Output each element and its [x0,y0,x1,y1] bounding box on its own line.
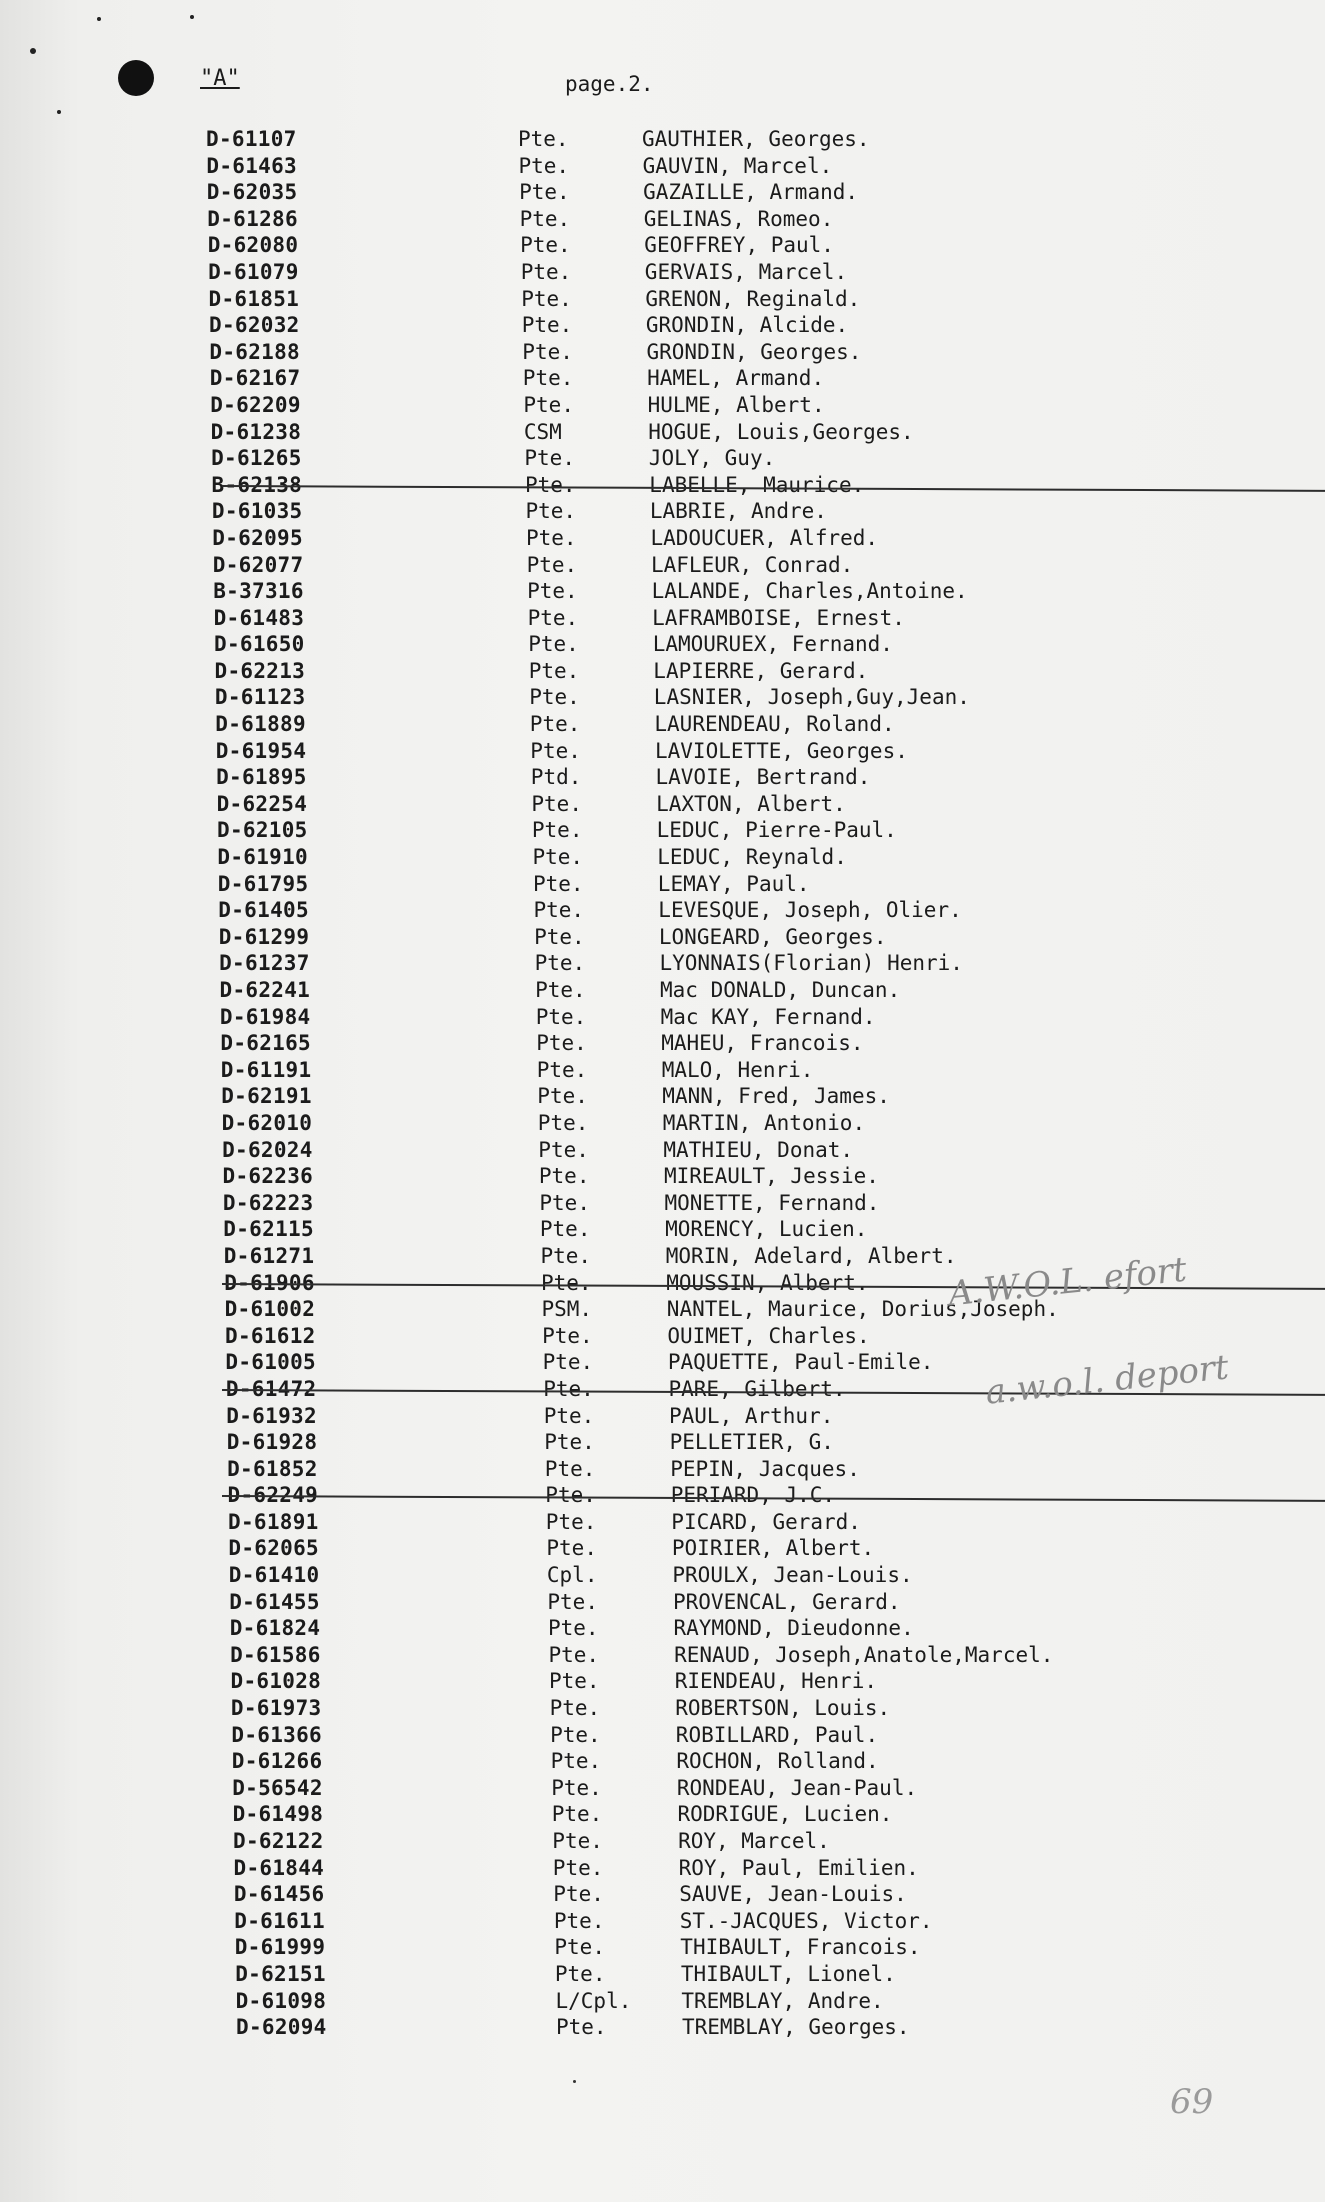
roster-row [0,365,1325,392]
rank: Pte. [529,685,580,710]
roster-row [0,1004,1325,1031]
service-number: D-61299 [218,924,310,949]
service-number: D-62167 [209,366,301,391]
roster-row [0,339,1325,366]
service-number: D-61455 [229,1589,320,1614]
service-number: D-62094 [236,2015,327,2040]
roster-row [0,1163,1325,1190]
rank: Pte. [538,1164,590,1189]
service-number: D-61498 [232,1802,324,1827]
service-number: D-62191 [221,1084,312,1109]
service-number: D-61410 [228,1563,320,1588]
handwritten-note: a.w.o.l. deport [983,1347,1231,1413]
soldier-name: LEVESQUE, Joseph, Olier. [658,898,962,923]
service-number: D-61483 [213,605,305,630]
rank: Pte. [527,579,578,604]
service-number: D-61028 [230,1669,322,1694]
service-number: D-61271 [223,1243,315,1268]
roster-row [0,1083,1325,1110]
roster-row [0,1030,1325,1057]
soldier-name: LAXTON, Albert. [656,791,846,816]
soldier-name: GRENON, Reginald. [645,286,861,311]
service-number: D-61932 [226,1403,317,1428]
soldier-name: PELLETIER, G. [669,1430,834,1455]
rank: Pte. [526,552,578,577]
soldier-name: ROY, Marcel. [678,1829,830,1853]
service-number: D-61405 [218,898,309,923]
roster-row [0,1456,1325,1483]
roster-row [0,179,1325,206]
rank: Pte. [550,1722,601,1747]
roster-row [0,897,1325,924]
service-number: D-62077 [212,552,304,577]
roster-row [0,1509,1325,1536]
service-number: D-61366 [231,1722,322,1747]
roster-row [0,2014,1325,2041]
soldier-name: LADOUCUER, Alfred. [650,525,879,550]
speck [57,110,61,114]
roster-row [0,552,1325,579]
soldier-name: ROBILLARD, Paul. [675,1722,879,1747]
rank: CSM [523,419,562,444]
roster-row [0,206,1325,233]
rank: Pte. [548,1642,600,1667]
roster-row [0,419,1325,446]
service-number: D-61107 [206,127,297,151]
rank: Pte. [536,1057,588,1082]
rank: Pte. [540,1243,592,1268]
soldier-name: LABRIE, Andre. [649,499,827,524]
service-number: D-61650 [214,632,305,657]
rank: Pte. [524,446,575,471]
soldier-name: MANN, Fred, James. [662,1084,890,1109]
roster-row [0,764,1325,791]
roster-row [0,1748,1325,1775]
service-number: D-62241 [219,978,311,1002]
service-number: D-61237 [219,951,310,976]
soldier-name: LAPIERRE, Gerard. [653,658,869,683]
roster-row [0,1190,1325,1217]
service-number: D-61612 [225,1323,316,1348]
soldier-name: GAUVIN, Marcel. [642,153,833,178]
roster-row [0,1828,1325,1855]
service-number: B-37316 [213,579,304,604]
rank: Pte. [542,1323,593,1348]
page-mark: 69 [1170,2082,1214,2122]
roster-row [0,684,1325,711]
soldier-name: THIBAULT, Francois. [680,1935,921,1960]
rank: Pte. [522,339,573,364]
service-number: D-61851 [208,286,300,311]
service-number: D-62115 [223,1217,314,1242]
service-number: D-61889 [215,712,306,737]
roster-row [0,232,1325,259]
roster-row [0,1881,1325,1908]
rank: Pte. [552,1829,603,1853]
rank: Pte. [551,1775,602,1800]
soldier-name: LAVOIE, Bertrand. [655,765,871,790]
rank: Pte. [550,1749,602,1774]
service-number: D-61005 [225,1350,316,1375]
roster-row [0,1695,1325,1722]
roster-row [0,1482,1325,1509]
rank: Pte. [544,1430,595,1455]
rank: Pte. [535,1004,587,1029]
speck [97,17,101,21]
soldier-name: GERVAIS, Marcel. [644,259,848,284]
soldier-name: RONDEAU, Jean-Paul. [676,1775,918,1800]
rank: Pte. [530,738,581,763]
rank: Pte. [547,1589,598,1614]
service-number: D-61456 [233,1882,325,1907]
soldier-name: GAUTHIER, Georges. [642,127,870,151]
soldier-name: ROY, Paul, Emilien. [678,1855,919,1880]
rank: Pte. [531,818,583,843]
service-number: D-62209 [210,392,301,417]
service-number: D-61928 [226,1430,318,1455]
roster-row [0,1722,1325,1749]
service-number: D-62223 [222,1190,314,1215]
roster-row [0,1137,1325,1164]
service-number: D-61286 [207,206,298,231]
soldier-name: LAVIOLETTE, Georges. [655,738,908,763]
soldier-name: LEDUC, Pierre-Paul. [656,818,897,843]
soldier-name: MORIN, Adelard, Albert. [665,1243,957,1268]
roster-row [0,1535,1325,1562]
soldier-name: PERIARD, J.C. [670,1483,836,1508]
speck [30,48,36,54]
rank: Pte. [536,1031,587,1056]
service-number: D-61123 [214,685,306,710]
rank: Pte. [533,898,585,923]
rank: Pte. [549,1696,601,1721]
rank: PSM. [541,1297,593,1322]
rank: Pte. [523,392,574,417]
roster-list [0,126,1325,2041]
rank: Pte. [549,1669,600,1694]
roster-row [0,1429,1325,1456]
soldier-name: LAMOURUEX, Fernand. [652,632,893,657]
soldier-name: HAMEL, Armand. [647,366,825,391]
roster-row [0,791,1325,818]
service-number: D-62032 [209,313,300,338]
rank: Pte. [553,1882,604,1907]
rank: Pte. [552,1855,604,1880]
service-number: D-62065 [228,1536,319,1561]
soldier-name: LEDUC, Reynald. [657,845,847,870]
service-number: D-61852 [227,1456,318,1481]
rank: Pte. [541,1270,592,1295]
soldier-name: LONGEARD, Georges. [658,924,887,949]
rank: Pte. [535,978,586,1002]
rank: Pte. [522,366,574,391]
roster-row [0,1642,1325,1669]
service-number: D-61586 [230,1642,321,1667]
roster-row [0,392,1325,419]
rank: Pte. [529,712,581,737]
roster-row [0,1110,1325,1137]
rank: Pte. [554,1935,605,1960]
soldier-name: RENAUD, Joseph,Anatole,Marcel. [674,1642,1054,1667]
service-number: D-61910 [217,845,308,870]
service-number: D-62249 [227,1483,319,1508]
roster-row [0,286,1325,313]
rank: Cpl. [546,1563,598,1588]
service-number: D-61266 [231,1749,323,1774]
soldier-name: Mac KAY, Fernand. [660,1004,876,1029]
roster-row [0,259,1325,286]
service-number: D-61035 [211,499,303,524]
soldier-name: JOLY, Guy. [648,446,776,471]
roster-row [0,153,1325,180]
soldier-name: MOUSSIN, Albert. [666,1270,869,1295]
rank: Pte. [545,1483,596,1508]
soldier-name: PICARD, Gerard. [671,1509,861,1534]
soldier-name: LAFRAMBOISE, Ernest. [652,605,905,630]
soldier-name: MIREAULT, Jessie. [664,1164,879,1189]
soldier-name: GAZAILLE, Armand. [643,180,859,205]
rank: Pte. [526,525,577,550]
service-number: D-61984 [219,1004,311,1029]
rank: Pte. [539,1190,590,1215]
service-number: D-61463 [206,153,297,178]
service-number: D-62165 [220,1031,311,1056]
soldier-name: PROVENCAL, Gerard. [673,1589,901,1614]
roster-row [0,924,1325,951]
roster-row [0,1668,1325,1695]
roster-row [0,1562,1325,1589]
rank: Pte. [520,259,572,284]
service-number: D-61999 [234,1935,326,1960]
rank: Pte. [534,951,586,976]
roster-row [0,1323,1325,1350]
roster-row [0,605,1325,632]
service-number: D-62105 [217,818,308,843]
punch-hole [118,60,154,96]
soldier-name: PROULX, Jean-Louis. [672,1563,913,1588]
roster-row [0,578,1325,605]
service-number: D-61191 [220,1057,312,1082]
roster-row [0,1403,1325,1430]
rank: Pte. [518,127,569,151]
rank: Pte. [528,632,579,657]
soldier-name: ST.-JACQUES, Victor. [679,1908,933,1933]
service-number: D-61238 [210,419,302,444]
rank: Pte. [519,206,571,231]
service-number: D-62035 [206,180,298,205]
soldier-name: TREMBLAY, Georges. [682,2015,910,2040]
rank: Pte. [544,1456,596,1481]
service-number: D-56542 [232,1775,323,1800]
service-number: D-61954 [215,738,307,763]
rank: Pte. [533,871,584,896]
roster-row [0,1216,1325,1243]
rank: Pte. [527,605,579,630]
soldier-name: MAHEU, Francois. [661,1031,864,1056]
rank: Pte. [554,1961,606,1986]
roster-row [0,1057,1325,1084]
soldier-name: PARE, Gilbert. [668,1376,846,1401]
roster-row [0,817,1325,844]
speck [573,2080,576,2083]
soldier-name: LAURENDEAU, Roland. [654,712,895,737]
roster-row [0,525,1325,552]
service-number: D-61906 [224,1270,315,1295]
soldier-name: MONETTE, Fernand. [664,1190,880,1215]
roster-row [0,126,1325,153]
roster-row [0,871,1325,898]
soldier-name: RODRIGUE, Lucien. [677,1802,893,1827]
service-number: D-61891 [228,1509,319,1534]
service-number: D-62254 [216,791,308,816]
roster-row [0,977,1325,1004]
soldier-name: MORENCY, Lucien. [665,1217,868,1242]
roster-row [0,1775,1325,1802]
soldier-name: ROBERTSON, Louis. [675,1696,891,1721]
soldier-name: MARTIN, Antonio. [662,1110,866,1135]
service-number: D-62151 [235,1961,326,1986]
service-number: B-62138 [211,472,303,497]
roster-row [0,1615,1325,1642]
soldier-name: HOGUE, Louis,Georges. [648,419,914,444]
rank: Pte. [525,499,577,524]
roster-row [0,1296,1325,1323]
service-number: D-62236 [222,1164,314,1189]
soldier-name: SAUVE, Jean-Louis. [679,1882,907,1907]
service-number: D-61472 [225,1376,317,1401]
rank: Pte. [538,1137,589,1162]
soldier-name: MALO, Henri. [661,1057,814,1082]
roster-row [0,1908,1325,1935]
rank: Pte. [553,1908,605,1933]
rank: Pte. [537,1110,589,1135]
rank: Pte. [548,1616,599,1641]
service-number: D-62188 [209,339,300,364]
soldier-name: GRONDIN, Alcide. [645,313,849,338]
rank: L/Cpl. [555,1988,632,2013]
roster-row [0,631,1325,658]
soldier-name: PEPIN, Jacques. [670,1456,860,1481]
soldier-name: GEOFFREY, Paul. [644,233,834,258]
rank: Pte. [534,924,585,949]
soldier-name: GRONDIN, Georges. [646,339,862,364]
soldier-name: LASNIER, Joseph,Guy,Jean. [653,685,970,710]
rank: Pte. [518,153,570,178]
rank: Pte. [528,658,580,683]
service-number: D-62080 [207,233,299,258]
soldier-name: OUIMET, Charles. [667,1323,870,1348]
roster-row [0,1961,1325,1988]
soldier-name: LALANDE, Charles,Antoine. [651,579,968,604]
rank: Pte. [539,1217,591,1242]
rank: Pte. [525,472,576,497]
service-number: D-62095 [212,525,303,550]
rank: Pte. [551,1802,603,1827]
service-number: D-61002 [224,1297,316,1322]
rank: Ptd. [530,765,582,790]
roster-row [0,1589,1325,1616]
service-number: D-61844 [233,1855,325,1880]
rank: Pte. [531,791,582,816]
soldier-name: NANTEL, Maurice, Dorius,Joseph. [666,1297,1059,1322]
rank: Pte. [543,1403,595,1428]
roster-row [0,445,1325,472]
roster-row [0,1934,1325,1961]
speck [190,15,194,19]
rank: Pte. [521,313,573,338]
roster-row [0,1988,1325,2015]
service-number: D-62213 [214,658,306,683]
soldier-name: LEMAY, Paul. [657,871,810,896]
roster-row [0,950,1325,977]
soldier-name: TREMBLAY, Andre. [681,1988,884,2013]
service-number: D-61973 [230,1696,322,1721]
soldier-name: GELINAS, Romeo. [643,206,834,231]
soldier-name: POIRIER, Albert. [671,1536,875,1561]
roster-row [0,1801,1325,1828]
service-number: D-61895 [216,765,307,790]
roster-row [0,1855,1325,1882]
rank: Pte. [546,1536,597,1561]
service-number: D-62122 [233,1829,324,1853]
soldier-name: LAFLEUR, Conrad. [651,552,854,577]
soldier-name: Mac DONALD, Duncan. [660,978,901,1002]
service-number: D-61824 [229,1616,321,1641]
service-number: D-62024 [222,1137,313,1162]
service-number: D-61098 [235,1988,327,2013]
service-number: D-62010 [221,1110,313,1135]
soldier-name: RIENDEAU, Henri. [674,1669,877,1694]
roster-row [0,312,1325,339]
rank: Pte. [542,1350,594,1375]
rank: Pte. [519,180,570,205]
rank: Pte. [521,286,572,311]
service-number: D-61265 [211,446,302,471]
soldier-name: THIBAULT, Lionel. [680,1961,896,1986]
service-number: D-61611 [234,1908,325,1933]
rank: Pte. [532,845,584,870]
rank: Pte. [520,233,571,258]
soldier-name: HULME, Albert. [647,392,825,417]
roster-row [0,658,1325,685]
handwritten-note: A.W.O.L. efort [946,1249,1189,1315]
soldier-name: LYONNAIS(Florian) Henri. [659,951,963,976]
roster-row [0,738,1325,765]
rank: Pte. [545,1509,597,1534]
roster-row [0,711,1325,738]
soldier-name: MATHIEU, Donat. [663,1137,854,1162]
soldier-name: ROCHON, Rolland. [676,1749,879,1774]
soldier-name: RAYMOND, Dieudonne. [673,1616,914,1641]
soldier-name: PAQUETTE, Paul-Emile. [667,1350,934,1375]
service-number: D-61795 [217,871,309,896]
roster-row [0,498,1325,525]
rank: Pte. [543,1376,594,1401]
service-number: D-61079 [208,259,299,284]
page-number: page.2. [565,72,654,96]
soldier-name: LABELLE, Maurice. [649,472,865,497]
roster-row [0,844,1325,871]
rank: Pte. [556,2015,607,2040]
roster-row [0,472,1325,499]
rank: Pte. [537,1084,588,1109]
section-mark: "A" [200,66,240,91]
soldier-name: PAUL, Arthur. [669,1403,834,1428]
